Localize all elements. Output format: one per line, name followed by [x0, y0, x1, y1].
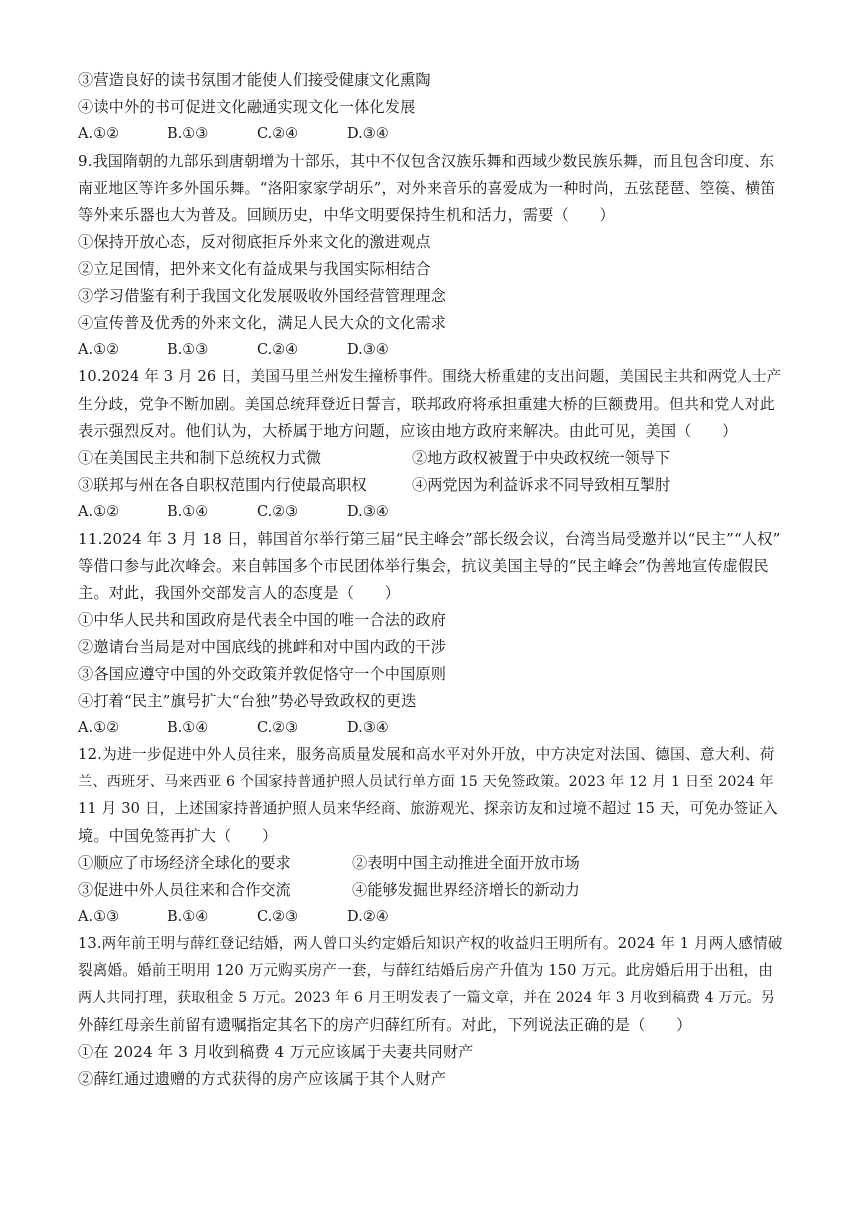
q12-stem-line-4: 境。中国免签再扩大（ ） [78, 827, 278, 845]
prev-question-item-4: ④读中外的书可促进文化融通实现文化一体化发展 [78, 98, 416, 116]
option-b: B.①④ [167, 720, 209, 736]
q11-item-2: ②邀请台当局是对中国底线的挑衅和对中国内政的干涉 [78, 638, 447, 656]
q10-stem-line-2: 生分歧，党争不断加剧。美国总统拜登近日誓言，联邦政府将承担重建大桥的巨额费用。但共和党人对此 [78, 395, 775, 413]
option-a: A.①② [78, 504, 120, 520]
q11-stem-line-2: 等借口参与此次峰会。来自韩国多个市民团体举行集会，抗议美国主导的“民主峰会”伪善地宣传虚假民 [78, 557, 769, 575]
option-b: B.①③ [167, 126, 209, 142]
q10-item-3: ③联邦与州在各自职权范围内行使最高职权 [78, 476, 367, 494]
option-d: D.③④ [347, 504, 389, 520]
option-b: B.①③ [167, 342, 209, 358]
option-a: A.①③ [78, 909, 120, 925]
option-c: C.②④ [257, 126, 299, 142]
q9-item-3: ③学习借鉴有利于我国文化发展吸收外国经营管理理念 [78, 287, 447, 305]
q11-stem-line-1: 11.2024 年 3 月 18 日，韩国首尔举行第三届“民主峰会”部长级会议，台湾当局受邀并以“民主”“人权” [78, 530, 781, 548]
q9-stem-line-3: 等外来乐器也大为普及。回顾历史，中华文明要保持生机和活力，需要（ ） [78, 206, 615, 224]
q11-item-3: ③各国应遵守中国的外交政策并敦促恪守一个中国原则 [78, 665, 447, 683]
q10-item-2: ②地方政权被置于中央政权统一领导下 [412, 449, 671, 467]
option-a: A.①② [78, 720, 120, 736]
q12-item-2: ②表明中国主动推进全面开放市场 [352, 854, 580, 872]
q12-stem-line-2: 兰、西班牙、马来西亚 6 个国家持普通护照人员试行单方面 15 天免签政策。2023 年 12 月 1 日至 2024 年 [78, 774, 774, 790]
q11-item-1: ①中华人民共和国政府是代表全中国的唯一合法的政府 [78, 611, 447, 629]
option-d: D.③④ [347, 720, 389, 736]
q9-stem-line-1: 9.我国隋朝的九部乐到唐朝增为十部乐，其中不仅包含汉族乐舞和西域少数民族乐舞，而且包含印度、东 [78, 152, 775, 170]
option-c: C.②③ [257, 909, 299, 925]
q13-stem-line-4: 外薛红母亲生前留有遗嘱指定其名下的房产归薛红所有。对此，下列说法正确的是（ ） [78, 1016, 692, 1034]
q9-item-1: ①保持开放心态，反对彻底拒斥外来文化的激进观点 [78, 233, 431, 251]
q13-stem-line-3: 两人共同打理，获取租金 5 万元。2023 年 6 月王明发表了一篇文章，并在 2024 年 3 月收到稿费 4 万元。另 [78, 990, 775, 1006]
option-b: B.①④ [167, 909, 209, 925]
q10-item-4: ④两党因为利益诉求不同导致相互掣肘 [412, 476, 671, 494]
q13-item-2: ②薛红通过遗赠的方式获得的房产应该属于其个人财产 [78, 1070, 447, 1088]
option-d: D.③④ [347, 342, 389, 358]
option-c: C.②③ [257, 720, 299, 736]
option-a: A.①② [78, 126, 120, 142]
q10-stem-line-3: 表示强烈反对。他们认为，大桥属于地方问题，应该由地方政府来解决。由此可见，美国（ ） [78, 422, 738, 440]
q12-item-1: ①顺应了市场经济全球化的要求 [78, 854, 291, 872]
q10-stem-line-1: 10.2024 年 3 月 26 日，美国马里兰州发生撞桥事件。围绕大桥重建的支出问题，美国民主共和两党人士产 [78, 368, 782, 385]
q12-stem-line-3: 11 月 30 日，上述国家持普通护照人员来华经商、旅游观光、探亲访友和过境不超过 15 天，可免办签证入 [78, 800, 778, 817]
q13-item-1: ①在 2024 年 3 月收到稿费 4 万元应该属于夫妻共同财产 [78, 1043, 474, 1061]
option-b: B.①④ [167, 504, 209, 520]
q12-item-3: ③促进中外人员往来和合作交流 [78, 881, 291, 899]
q11-item-4: ④打着“民主”旗号扩大“台独”势必导致政权的更迭 [78, 692, 417, 710]
q12-stem-line-1: 12.为进一步促进中外人员往来，服务高质量发展和高水平对外开放，中方决定对法国、德国、意大利、荷 [78, 746, 775, 763]
q13-stem-line-1: 13.两年前王明与薛红登记结婚，两人曾口头约定婚后知识产权的收益归王明所有。2024 年 1 月两人感情破 [78, 935, 783, 952]
option-d: D.②④ [347, 909, 389, 925]
q9-stem-line-2: 南亚地区等许多外国乐舞。“洛阳家家学胡乐”，对外来音乐的喜爱成为一种时尚，五弦琵琶、箜篌、横笛 [78, 179, 776, 197]
prev-question-item-3: ③营造良好的读书氛围才能使人们接受健康文化熏陶 [78, 71, 431, 89]
option-c: C.②③ [257, 504, 299, 520]
q11-stem-line-3: 主。对此，我国外交部发言人的态度是（ ） [78, 584, 401, 602]
q9-item-4: ④宣传普及优秀的外来文化，满足人民大众的文化需求 [78, 314, 447, 332]
q13-stem-line-2: 裂离婚。婚前王明用 120 万元购买房产一套，与薛红结婚后房产升值为 150 万元。此房婚后用于出租，由 [78, 962, 774, 979]
q12-item-4: ④能够发掘世界经济增长的新动力 [352, 881, 580, 899]
option-a: A.①② [78, 342, 120, 358]
q9-item-2: ②立足国情，把外来文化有益成果与我国实际相结合 [78, 260, 431, 278]
option-d: D.③④ [347, 126, 389, 142]
q10-item-1: ①在美国民主共和制下总统权力式微 [78, 449, 321, 467]
option-c: C.②④ [257, 342, 299, 358]
